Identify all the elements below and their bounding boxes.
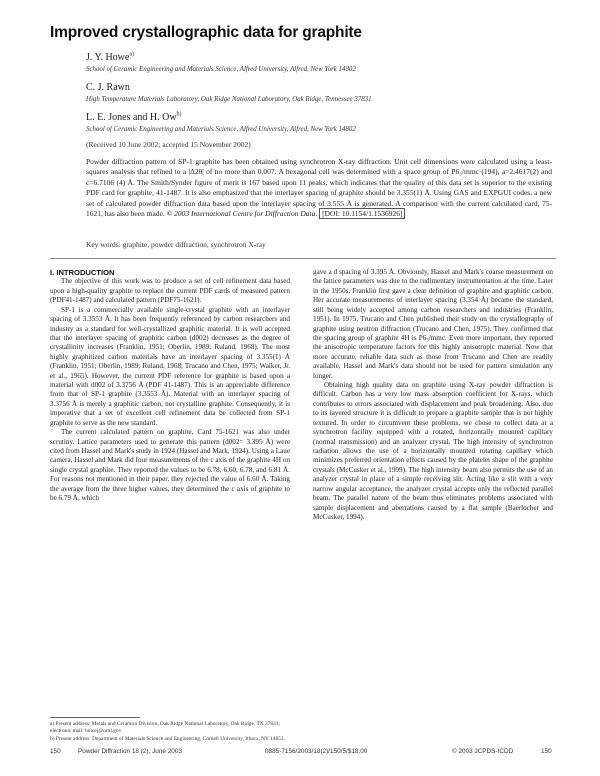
right-column [313, 268, 553, 522]
author-footnote-mark: a) [129, 51, 135, 58]
author-2 [86, 82, 130, 93]
footnote-divider [50, 717, 140, 718]
issn: 0885-7156/2003/18(2)/150/5/$18.00 [265, 748, 368, 755]
received-dates: (Received 10 June 2002; accepted 15 November 2002) [86, 140, 251, 149]
paragraph: gave a d spacing of 3.395 Å. Obviously, Hassel and Mark's coarse measurement on the lattice parameters was due to the rudimentary instrumentation at the time. Later in the 1950s, Franklin first gave a clear definition of graphite and graphitic carbon. Her accurate measurements of interlayer spacing (3.354 Å) became the standard, still being widely accepted among carbon researchers and industries (Franklin, 1951). In 1975, Trucano and Chen published their study on the crystallography of graphite using neutron diffraction (Trucano and Chen, 1975). They confirmed that the spacing group of graphite 4H is P6₃/mmc. Even more important, they reported the anisotropic temperature factors for this highly anisotropic material. Now that more accurate, reliable data such as those from Trucano and Chen are readily available, Hassel and Mark's data should not be used for pattern simulation any longer. [313, 268, 553, 380]
abstract [86, 157, 552, 219]
keywords: Key words: graphite, powder diffraction, synchrotron X-ray [86, 240, 266, 249]
footnotes [50, 721, 290, 743]
page-number: 150 [50, 748, 61, 755]
page-number-right: 150 [541, 748, 552, 755]
abstract-copyright: © 2003 International Centre for Diffraction Data. [166, 209, 318, 219]
footnote: a) Present address: Metals and Ceramics Division, Oak Ridge National Laboratory, Oak Ridge, TN 37831; electronic mail: howej@ornl.gov [50, 721, 280, 735]
author-footnote-mark: b) [176, 111, 182, 118]
footer-copyright: © 2003 JCPDS-ICDD [452, 748, 514, 755]
paragraph: Obtaining high quality data on graphite using X-ray powder diffraction is difficult. Carbon has a very low mass absorption coefficient for X-rays, which contributes to errors associated with displacement and peak broadening. Also, due to its layered structure it is difficult to prepare a graphite sample that is not highly textured. In order to circumvent these problems, we chose to collect data at a synchrotron facility equipped with a rotated, horizontally mounted capillary (normal transmission) and an analyzer crystal. The high intensity of synchrotron radiation allows the use of a horizontally mounted rotating capillary which minimizes preferred orientation effects caused by the platelet shape of the graphite crystals (McCusker et al., 1999). The high intensity beam also permits the use of an analyzer crystal in place of a simple receiving slit. Acting like a slit with a very narrow angular acceptance, the analyzer crystal accepts only the reflected parallel beam. The parallel nature of the beam thus eliminates problems associated with sample displacement and aberrations caused by a flat sample (Baerlocher and McCusker, 1994). [313, 381, 553, 521]
author-3-affiliation: School of Ceramic Engineering and Materials Science, Alfred University, Alfred, New York 14802 [86, 126, 356, 133]
abstract-text: Powder diffraction pattern of SP-1 graphite has been obtained using synchrotron X-ray diffraction. Unit cell dimensions were calculated using a least-squares analysis that refined to a |Δ2θ| of no more than 0.007. A hexagonal cell was determined with a space group of P6₃/mmc (194), a=2.4617(2) and c=6.7106 (4) Å. The Smith/Synder figure of merit is 167 based upon 11 peaks, which indicates that the quality of this data set is superior to the existing PDF card for graphite, 41-1487. It is also emphasized that the interlayer spacing of graphite should be 3.355(1) Å. Using GAS and EXPGUI codes, a new set of calculated powder diffraction data based upon the interlayer spacing of 3.555 Å is generated. A comparison with the current calculated card, 75-1621, has also been made. [86, 157, 552, 219]
left-column [50, 268, 290, 504]
author-1 [86, 52, 134, 63]
author-name: C. J. Rawn [86, 82, 130, 93]
section-heading: I. INTRODUCTION [50, 268, 115, 277]
doi-link[interactable]: [DOI: 10.1154/1.1536926] [319, 208, 405, 219]
author-name: L. E. Jones and H. Ow [86, 112, 177, 123]
paper-title: Improved crystallographic data for graphite [50, 24, 362, 41]
divider [50, 258, 556, 259]
author-1-affiliation: School of Ceramic Engineering and Materials Science, Alfred University, Alfred, New York 14802 [86, 66, 356, 73]
author-name: J. Y. Howe [86, 52, 130, 63]
journal-citation: Powder Diffraction 18 (2), June 2003 [78, 748, 182, 755]
paragraph: SP-1 is a commercially available single-crystal graphite with an interlayer spacing of 3.3553 Å. It has been frequently referenced by carbon researchers and industry as a standard for well-crystallized graphitic material. It is well accepted that the interlayer spacing of graphitic carbon (d002) decreases as the degree of crystallinity increases (Franklin, 1951; Oberlin, 1989; Ruland, 1968). The most highly graphitized carbon materials have an interlayer spacing of 3.355(1) Å (Franklin, 1951; Oberlin, 1989; Ruland, 1968; Trucano and Chen, 1975; Walker, Jr. et al., 1965). However, the current PDF reference for graphite is based upon a material with d002 of 3.3756 Å (PDF 41-1487). This is an appreciable difference from that of SP-1 graphite (3.3553 Å). Material with an interlayer spacing of 3.3756 Å is merely a graphitic carbon, not crystalline graphite. Consequently, it is imperative that a set of excellent cell refinement data be collected from SP-1 graphite to serve as the new standard. [50, 305, 290, 427]
paragraph: The objective of this work was to produce a set of cell refinement data based upon a high-quality graphite to replace the current PDF cards of measured pattern (PDF41-1487) and calculated pattern (PDF75-1621). [50, 277, 290, 305]
footnote: b) Present address: Department of Materials Science and Engineering, Cornell University, Ithaca, NY 14853. [50, 735, 285, 742]
author-3 [86, 112, 182, 123]
paragraph: The current calculated pattern on graphite, Card 75-1621 was also under scrutiny. Lattice parameters used to generate this pattern (d002= 3.395 Å) were cited from Hassel and Mark's study in 1924 (Hassel and Mark, 1924). Using a Laue camera, Hassel and Mark did four measurements of the c axis of the graphite 4H on single crystal graphite. They reported the values to be 6.78, 6.60, 6.78, and 6.81 Å. For reasons not mentioned in their paper, they rejected the value of 6.60 Å. Taking the average from the three higher values, they determined the c axis of graphite to be 6.79 Å, which [50, 428, 290, 503]
author-2-affiliation: High Temperature Materials Laboratory, Oak Ridge National Laboratory, Oak Ridge, Tennessee 37831 [86, 96, 372, 103]
